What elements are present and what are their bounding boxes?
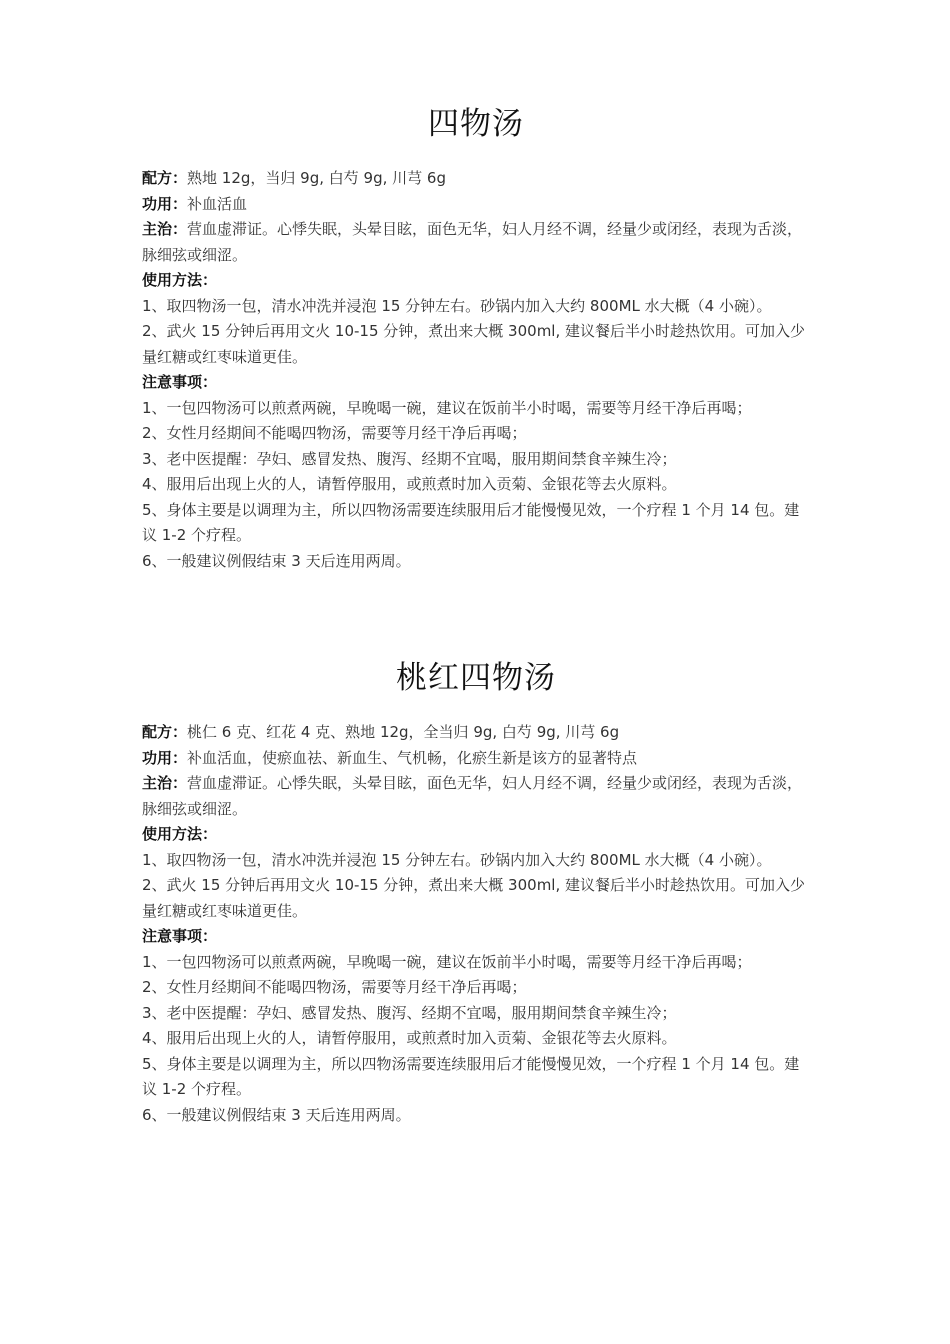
note-item: 5、身体主要是以调理为主，所以四物汤需要连续服用后才能慢慢见效，一个疗程 1 个月 14 包。建议 1-2 个疗程。 [142,1054,800,1098]
function-label: 功用： [142,194,188,213]
usage-item: 1、取四物汤一包，清水冲洗并浸泡 15 分钟左右。砂锅内加入大约 800ML 水大概（4 小碗）。 [142,850,772,869]
note-item: 1、一包四物汤可以煎煮两碗，早晚喝一碗，建议在饭前半小时喝，需要等月经干净后再喝； [142,398,752,417]
indication-label: 主治： [142,220,188,238]
note-item: 1、一包四物汤可以煎煮两碗，早晚喝一碗，建议在饭前半小时喝，需要等月经干净后再喝； [142,952,752,971]
indication-label: 主治： [142,774,188,792]
function-line [142,192,810,218]
note-item: 6、一般建议例假结束 3 天后连用两周。 [142,551,411,570]
indication-text: 营血虚滞证。心悸失眠，头晕目眩，面色无华，妇人月经不调，经量少或闭经，表现为舌淡，脉细弦或细涩。 [142,220,803,264]
function-line [142,746,810,772]
notes-heading: 注意事项： [142,927,218,945]
function-label: 功用： [142,748,188,767]
usage-item: 1、取四物汤一包，清水冲洗并浸泡 15 分钟左右。砂锅内加入大约 800ML 水大概（4 小碗）。 [142,296,772,315]
note-item: 3、老中医提醒：孕妇、感冒发热、腹泻、经期不宜喝，服用期间禁食辛辣生冷； [142,1003,677,1022]
note-item: 2、女性月经期间不能喝四物汤，需要等月经干净后再喝； [142,978,527,996]
formula-label: 配方： [142,169,188,187]
note-item: 4、服用后出现上火的人，请暂停服用，或煎煮时加入贡菊、金银花等去火原料。 [142,475,677,493]
note-item: 2、女性月经期间不能喝四物汤，需要等月经干净后再喝； [142,424,527,442]
indication-line [142,771,810,822]
recipe-title: 桃红四物汤 [396,660,556,696]
formula-text: 桃仁 6 克、红花 4 克、熟地 12g，全当归 9g, 白芍 9g, 川芎 6g [187,723,620,741]
formula-label: 配方： [142,723,188,741]
formula-line [142,720,810,746]
recipe-title: 四物汤 [428,106,524,142]
note-item: 6、一般建议例假结束 3 天后连用两周。 [142,1105,411,1124]
usage-heading: 使用方法： [142,271,218,289]
recipe-section-siwutang [142,104,810,574]
recipe-section-taohong-siwutang [142,658,810,1128]
usage-item: 2、武火 15 分钟后再用文火 10-15 分钟，煮出来大概 300ml, 建议餐后半小时趁热饮用。可加入少量红糖或红枣味道更佳。 [142,322,806,366]
note-item: 5、身体主要是以调理为主，所以四物汤需要连续服用后才能慢慢见效，一个疗程 1 个月 14 包。建议 1-2 个疗程。 [142,500,800,544]
notes-heading: 注意事项： [142,373,218,391]
note-item: 4、服用后出现上火的人，请暂停服用，或煎煮时加入贡菊、金银花等去火原料。 [142,1029,677,1047]
usage-item: 2、武火 15 分钟后再用文火 10-15 分钟，煮出来大概 300ml, 建议餐后半小时趁热饮用。可加入少量红糖或红枣味道更佳。 [142,876,806,920]
formula-text: 熟地 12g，当归 9g, 白芍 9g, 川芎 6g [187,169,446,187]
function-text: 补血活血，使瘀血祛、新血生、气机畅，化瘀生新是该方的显著特点 [187,748,638,767]
formula-line [142,166,810,192]
function-text: 补血活血 [187,194,248,213]
note-item: 3、老中医提醒：孕妇、感冒发热、腹泻、经期不宜喝，服用期间禁食辛辣生冷； [142,449,677,468]
indication-text: 营血虚滞证。心悸失眠，头晕目眩，面色无华，妇人月经不调，经量少或闭经，表现为舌淡，脉细弦或细涩。 [142,774,803,818]
indication-line [142,217,810,268]
usage-heading: 使用方法： [142,825,218,843]
